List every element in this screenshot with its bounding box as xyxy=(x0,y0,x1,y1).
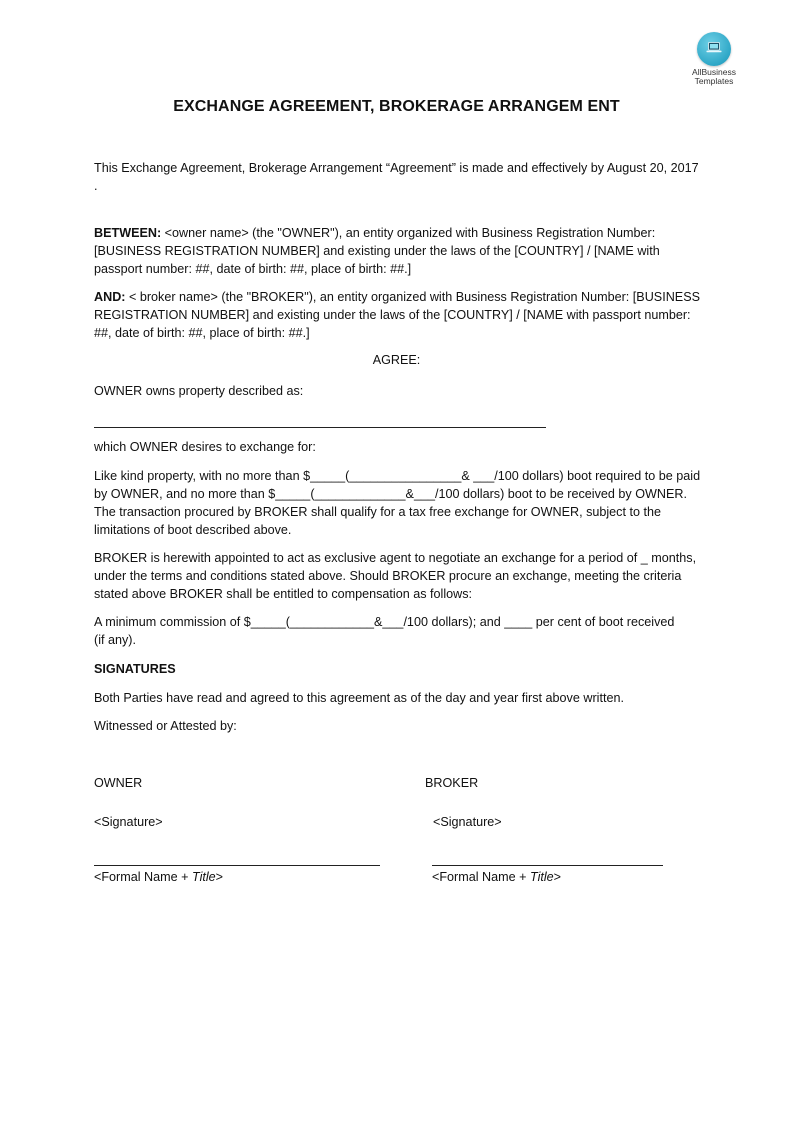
broker-formal-close: > xyxy=(553,870,562,884)
witnessed-paragraph: Witnessed or Attested by: xyxy=(94,719,237,733)
broker-party-label: BROKER xyxy=(425,776,479,790)
laptop-icon xyxy=(706,42,722,53)
logo-text: AllBusiness Templates xyxy=(692,67,736,86)
owner-title-word: Title xyxy=(191,870,216,884)
broker-signature-line[interactable] xyxy=(432,865,663,866)
and-label: AND: xyxy=(94,290,126,304)
owner-formal-name-text: <Formal Name + xyxy=(94,870,192,884)
and-text: < broker name> (the "BROKER"), an entity organized with Business Registration Number: [BUSINESS REGISTRATION NUMBER] and existing under the laws of the [COUNTRY] / [NAME with passport number: ##, date of birth: ##, place of birth: ##.] xyxy=(94,290,700,340)
between-text: <owner name> (the "OWNER"), an entity organized with Business Registration Number: [BUSINESS REGISTRATION NUMBER] and existing under the laws of the [COUNTRY] / [NAME with passport number: ##, date of birth: ##, place of birth: ##.] xyxy=(94,226,660,276)
exchange-for-paragraph: which OWNER desires to exchange for: xyxy=(94,440,316,454)
owner-formal-close: > xyxy=(215,870,224,884)
signatures-heading: SIGNATURES xyxy=(94,662,176,676)
intro-paragraph: This Exchange Agreement, Brokerage Arrangement “Agreement” is made and effectively by August 20, 2017 . xyxy=(94,161,699,193)
both-parties-paragraph: Both Parties have read and agreed to this agreement as of the day and year first above written. xyxy=(94,691,624,705)
and-paragraph xyxy=(94,288,704,342)
owner-signature-placeholder: <Signature> xyxy=(94,815,163,829)
between-paragraph xyxy=(94,224,704,278)
like-kind-paragraph: Like kind property, with no more than $_____(________________& ___/100 dollars) boot required to be paid by OWNER, and no more than $_____(_____________&___/100 dollars) boot to be received by OWNER. The transaction procured by BROKER shall qualify for a tax free exchange for OWNER, subject to the limitations of boot described above. xyxy=(94,469,701,537)
owner-party-label: OWNER xyxy=(94,776,143,790)
broker-title-word: Title xyxy=(529,870,554,884)
owner-signature-line[interactable] xyxy=(94,865,380,866)
broker-signature-placeholder: <Signature> xyxy=(433,815,502,829)
broker-formal-name xyxy=(432,868,561,886)
broker-formal-name-text: <Formal Name + xyxy=(432,870,530,884)
broker-appointed-paragraph: BROKER is herewith appointed to act as exclusive agent to negotiate an exchange for a period of _ months, under the terms and conditions stated above. Should BROKER procure an exchange, meeting the criteria stated above BROKER shall be entitled to compensation as follows: xyxy=(94,551,697,601)
owner-formal-name xyxy=(94,868,223,886)
owner-owns-paragraph: OWNER owns property described as: xyxy=(94,384,304,398)
brand-logo xyxy=(688,32,740,86)
document-title: EXCHANGE AGREEMENT, BROKERAGE ARRANGEM ENT xyxy=(173,98,620,115)
agree-heading: AGREE: xyxy=(372,353,421,367)
between-label: BETWEEN: xyxy=(94,226,162,240)
commission-paragraph: A minimum commission of $_____(____________&___/100 dollars); and ____ per cent of boot received (if any). xyxy=(94,615,675,647)
property-description-line[interactable] xyxy=(94,427,546,428)
logo-circle xyxy=(697,32,731,66)
